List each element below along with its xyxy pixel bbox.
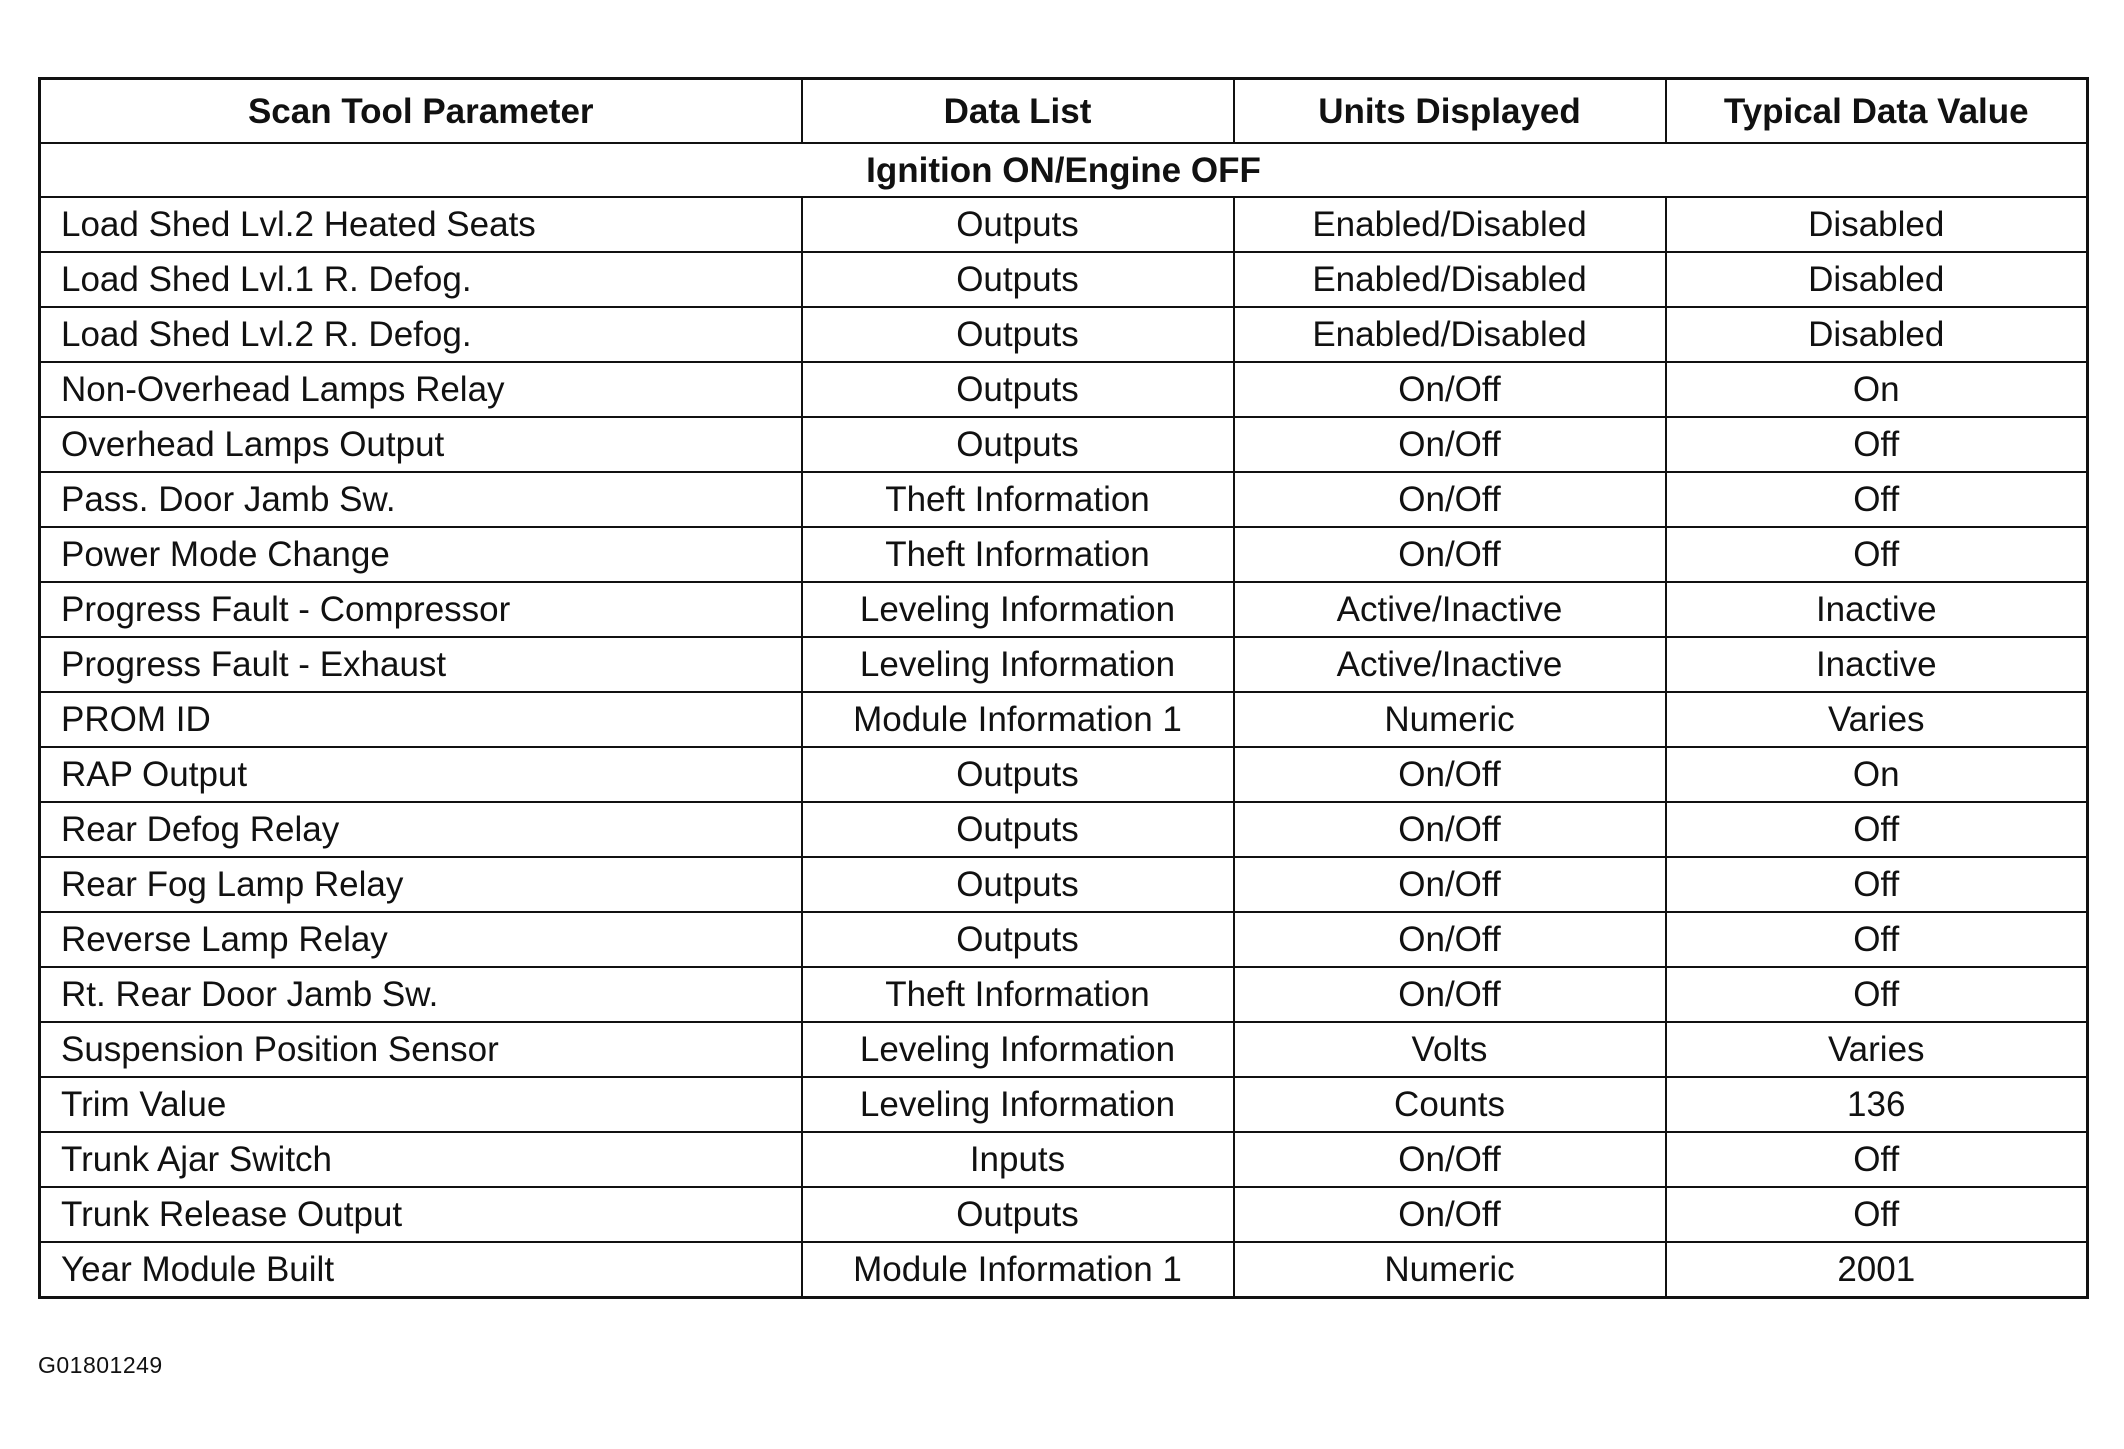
header-units-displayed: Units Displayed	[1234, 79, 1666, 144]
data-list-cell: Leveling Information	[802, 637, 1234, 692]
table-row	[40, 362, 2088, 417]
typical-value-cell: Off	[1666, 417, 2088, 472]
data-list-cell: Outputs	[802, 1187, 1234, 1242]
parameter-cell: Year Module Built	[40, 1242, 802, 1298]
units-cell: Enabled/Disabled	[1234, 252, 1666, 307]
table-row	[40, 417, 2088, 472]
data-list-cell: Theft Information	[802, 527, 1234, 582]
typical-value-cell: Off	[1666, 527, 2088, 582]
typical-value-cell: Off	[1666, 1132, 2088, 1187]
table-row	[40, 747, 2088, 802]
typical-value-cell: Varies	[1666, 692, 2088, 747]
data-list-cell: Leveling Information	[802, 1077, 1234, 1132]
parameter-cell: Power Mode Change	[40, 527, 802, 582]
parameter-cell: Progress Fault - Compressor	[40, 582, 802, 637]
parameter-cell: Overhead Lamps Output	[40, 417, 802, 472]
table-row	[40, 912, 2088, 967]
units-cell: On/Off	[1234, 417, 1666, 472]
typical-value-cell: Disabled	[1666, 252, 2088, 307]
typical-value-cell: On	[1666, 362, 2088, 417]
scan-tool-data-table	[38, 77, 2089, 1299]
units-cell: On/Off	[1234, 1187, 1666, 1242]
section-title: Ignition ON/Engine OFF	[40, 143, 2088, 197]
typical-value-cell: Off	[1666, 472, 2088, 527]
data-list-cell: Outputs	[802, 857, 1234, 912]
units-cell: Counts	[1234, 1077, 1666, 1132]
typical-value-cell: 136	[1666, 1077, 2088, 1132]
units-cell: Active/Inactive	[1234, 582, 1666, 637]
typical-value-cell: Off	[1666, 1187, 2088, 1242]
data-list-cell: Outputs	[802, 362, 1234, 417]
data-list-cell: Outputs	[802, 802, 1234, 857]
table-row	[40, 1242, 2088, 1298]
table-body	[40, 143, 2088, 1298]
parameter-cell: Suspension Position Sensor	[40, 1022, 802, 1077]
parameter-cell: Pass. Door Jamb Sw.	[40, 472, 802, 527]
units-cell: On/Off	[1234, 1132, 1666, 1187]
table-row	[40, 307, 2088, 362]
parameter-cell: Load Shed Lvl.2 R. Defog.	[40, 307, 802, 362]
units-cell: Volts	[1234, 1022, 1666, 1077]
header-data-list: Data List	[802, 79, 1234, 144]
table-row	[40, 527, 2088, 582]
units-cell: Active/Inactive	[1234, 637, 1666, 692]
units-cell: On/Off	[1234, 967, 1666, 1022]
table-row	[40, 637, 2088, 692]
typical-value-cell: Off	[1666, 802, 2088, 857]
table-row	[40, 692, 2088, 747]
table-row	[40, 967, 2088, 1022]
header-row	[40, 79, 2088, 144]
typical-value-cell: 2001	[1666, 1242, 2088, 1298]
header-scan-tool-parameter: Scan Tool Parameter	[40, 79, 802, 144]
parameter-cell: Rear Defog Relay	[40, 802, 802, 857]
parameter-cell: Load Shed Lvl.1 R. Defog.	[40, 252, 802, 307]
table-row	[40, 252, 2088, 307]
parameter-cell: Progress Fault - Exhaust	[40, 637, 802, 692]
figure-id: G01801249	[38, 1352, 163, 1378]
data-list-cell: Leveling Information	[802, 1022, 1234, 1077]
table-row	[40, 1187, 2088, 1242]
typical-value-cell: On	[1666, 747, 2088, 802]
typical-value-cell: Disabled	[1666, 197, 2088, 252]
header-typical-data-value: Typical Data Value	[1666, 79, 2088, 144]
data-list-cell: Inputs	[802, 1132, 1234, 1187]
units-cell: On/Off	[1234, 747, 1666, 802]
table-row	[40, 472, 2088, 527]
parameter-cell: Trunk Ajar Switch	[40, 1132, 802, 1187]
typical-value-cell: Varies	[1666, 1022, 2088, 1077]
data-list-cell: Outputs	[802, 747, 1234, 802]
parameter-cell: Rear Fog Lamp Relay	[40, 857, 802, 912]
parameter-cell: Trim Value	[40, 1077, 802, 1132]
units-cell: On/Off	[1234, 527, 1666, 582]
units-cell: Enabled/Disabled	[1234, 307, 1666, 362]
table-row	[40, 857, 2088, 912]
units-cell: On/Off	[1234, 857, 1666, 912]
units-cell: Enabled/Disabled	[1234, 197, 1666, 252]
parameter-cell: Non-Overhead Lamps Relay	[40, 362, 802, 417]
table-row	[40, 1022, 2088, 1077]
parameter-cell: PROM ID	[40, 692, 802, 747]
typical-value-cell: Off	[1666, 967, 2088, 1022]
parameter-cell: Reverse Lamp Relay	[40, 912, 802, 967]
data-list-cell: Module Information 1	[802, 1242, 1234, 1298]
typical-value-cell: Disabled	[1666, 307, 2088, 362]
table-row	[40, 197, 2088, 252]
units-cell: Numeric	[1234, 692, 1666, 747]
units-cell: On/Off	[1234, 362, 1666, 417]
data-list-cell: Theft Information	[802, 472, 1234, 527]
data-list-cell: Leveling Information	[802, 582, 1234, 637]
parameter-cell: RAP Output	[40, 747, 802, 802]
section-row	[40, 143, 2088, 197]
data-list-cell: Theft Information	[802, 967, 1234, 1022]
data-list-cell: Outputs	[802, 252, 1234, 307]
parameter-cell: Rt. Rear Door Jamb Sw.	[40, 967, 802, 1022]
units-cell: Numeric	[1234, 1242, 1666, 1298]
typical-value-cell: Inactive	[1666, 582, 2088, 637]
data-list-cell: Outputs	[802, 912, 1234, 967]
units-cell: On/Off	[1234, 802, 1666, 857]
typical-value-cell: Inactive	[1666, 637, 2088, 692]
data-list-cell: Outputs	[802, 417, 1234, 472]
table-row	[40, 802, 2088, 857]
units-cell: On/Off	[1234, 472, 1666, 527]
data-list-cell: Outputs	[802, 197, 1234, 252]
typical-value-cell: Off	[1666, 857, 2088, 912]
data-list-cell: Outputs	[802, 307, 1234, 362]
table-row	[40, 582, 2088, 637]
data-list-cell: Module Information 1	[802, 692, 1234, 747]
typical-value-cell: Off	[1666, 912, 2088, 967]
parameter-cell: Trunk Release Output	[40, 1187, 802, 1242]
units-cell: On/Off	[1234, 912, 1666, 967]
table-row	[40, 1132, 2088, 1187]
table-row	[40, 1077, 2088, 1132]
parameter-cell: Load Shed Lvl.2 Heated Seats	[40, 197, 802, 252]
